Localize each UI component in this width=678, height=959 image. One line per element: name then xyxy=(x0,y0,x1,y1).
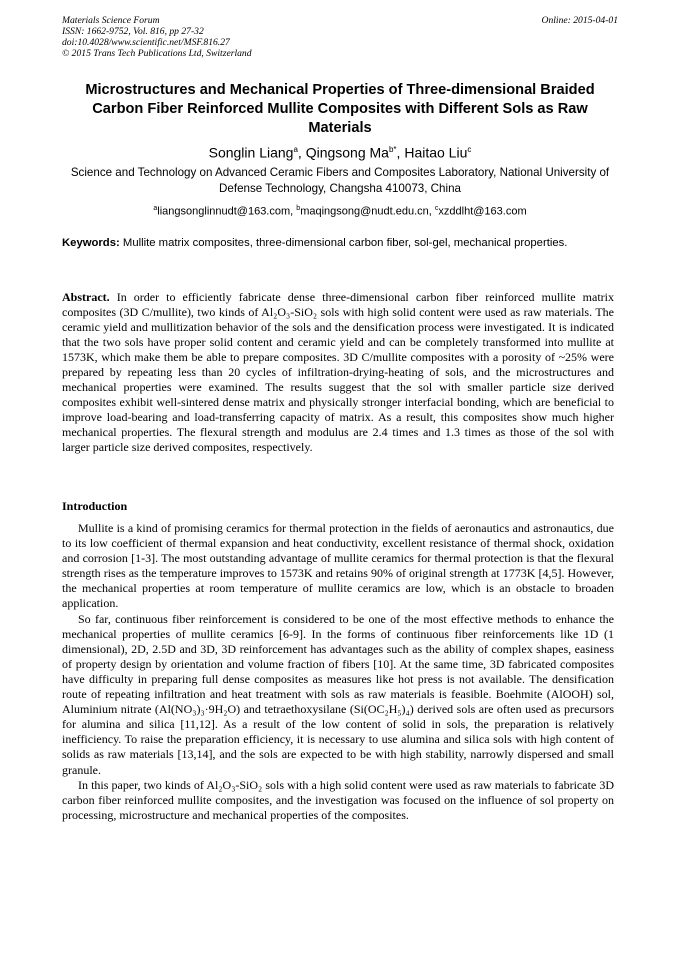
journal-name: Materials Science Forum xyxy=(62,15,160,26)
keywords-label: Keywords: xyxy=(62,237,120,249)
introduction-body xyxy=(62,521,614,823)
email-separator: , xyxy=(290,205,297,218)
paragraph: Mullite is a kind of promising ceramics for thermal protection in the fields of aeronautics and astronautics, due to its low coefficient of thermal expansion and heat conductivity, excellent resistance of thermal shock, oxidation and corrosion [1-3]. The most outstanding advantage of mullite ceramics for thermal protection is that the flexural strength rises as the temperature improves to 1573K and retains 90% of original strength at 1773K [4,5]. However, the mechanical properties at room temperature of mullite ceramics are low, which is an obstacle to broaden application. xyxy=(62,521,614,611)
keywords-block xyxy=(62,236,614,251)
author-sup: b* xyxy=(388,145,397,154)
author-separator: , xyxy=(396,144,405,161)
issn-line: ISSN: 1662-9752, Vol. 816, pp 27-32 xyxy=(62,26,204,37)
email-list xyxy=(62,202,618,219)
abstract-text: In order to efficiently fabricate dense three-dimensional carbon fiber reinforced mullite matrix composites (3D C/mullite), two kinds of Al₂O₃-SiO₂ sols with high solid content were used as raw materials. The ceramic yield and mullitization behavior of the sols and the densification process were investigated. It is indicated that the two sols have proper solid content and ceramic yield and can be completely transformed into mullite at 1573K, which make them be able to prepare composites. 3D C/mullite composites with a porosity of ~25% were prepared by repeating less than 20 cycles of infiltration-drying-heating of sols, and the microstructures and mechanical properties were examined. The results suggest that the sol with smaller particle size derived composites exhibit well-sintered dense matrix and physically stronger interfacial bonding, which are beneficial to improve load-bearing and load-transferring capacity of matrix. As a result, this composites show much higher mechanical properties. The flexural strength and modulus are 2.4 times and 1.3 times as those of the sol with larger particle size derived composites, respectively. xyxy=(62,290,614,454)
online-date: Online: 2015-04-01 xyxy=(541,15,618,26)
email-separator: , xyxy=(428,205,435,218)
email-address[interactable]: xzddlht@163.com xyxy=(438,205,527,218)
author-separator: , xyxy=(297,144,306,161)
email-sup: a xyxy=(153,205,158,212)
paragraph: So far, continuous fiber reinforcement is considered to be one of the most effective methods to enhance the mechanical properties of mullite ceramics [6-9]. In the forms of continuous fiber reinforcements like 1D (1 dimensional), 2D, 2.5D and 3D, 3D reinforcement has advantages such as the ability of complex shapes, easiness of property design by orientation and volume fraction of fibers [10]. At the same time, 3D fabricated composites have difficulty in preparing full dense composites as measures like hot press is not available. The densification route of repeating infiltration and heat treatment with sols as raw materials is feasible. Boehmite (AlOOH) sol, Aluminium nitrate (Al(NO₃)₃·9H₂O) and tetraethoxysilane (Si(OC₂H₅)₄) derived sols are often used as precursors for alumina and silica [11,12]. As a result of the low content of solid in sols, the preparation is relatively inefficiency. To raise the preparation efficiency, it is necessary to use alumina and silica sols with high content of solids as raw materials [13,14], and the sols are expected to be with high stability, narrowly dispersed and small granule. xyxy=(62,611,614,777)
abstract-label: Abstract. xyxy=(62,290,110,304)
author-name: Haitao Liu xyxy=(404,144,468,161)
section-heading: Introduction xyxy=(62,499,128,513)
journal-header xyxy=(62,15,618,59)
email-sup: b xyxy=(296,205,301,212)
affiliation: Science and Technology on Advanced Ceramic Fibers and Composites Laboratory, National University of Defense Technology, Changsha 410073, China xyxy=(70,166,610,195)
author-name: Qingsong Ma xyxy=(305,144,389,161)
abstract-block xyxy=(62,290,614,455)
copyright-line: © 2015 Trans Tech Publications Ltd, Switzerland xyxy=(62,48,252,59)
email-address[interactable]: maqingsong@nudt.edu.cn xyxy=(300,205,429,218)
keywords-text: Mullite matrix composites, three-dimensional carbon fiber, sol-gel, mechanical properties. xyxy=(119,237,568,249)
author-sup: a xyxy=(293,145,298,154)
author-list xyxy=(62,141,618,162)
author-name: Songlin Liang xyxy=(208,144,294,161)
email-sup: c xyxy=(434,205,439,212)
author-sup: c xyxy=(467,145,472,154)
paper-title: Microstructures and Mechanical Properties of Three-dimensional Braided Carbon Fiber Reinforced Mullite Composites with Different Sols as Raw Materials xyxy=(85,82,595,136)
paragraph: In this paper, two kinds of Al₂O₃-SiO₂ sols with a high solid content were used as raw materials to fabricate 3D carbon fiber reinforced mullite composites, and the investigation was focused on the influence of sol property on processing, microstructure and mechanical properties of the composites. xyxy=(62,777,614,822)
email-address[interactable]: liangsonglinnudt@163.com xyxy=(157,205,291,218)
doi-line: doi:10.4028/www.scientific.net/MSF.816.27 xyxy=(62,37,230,48)
